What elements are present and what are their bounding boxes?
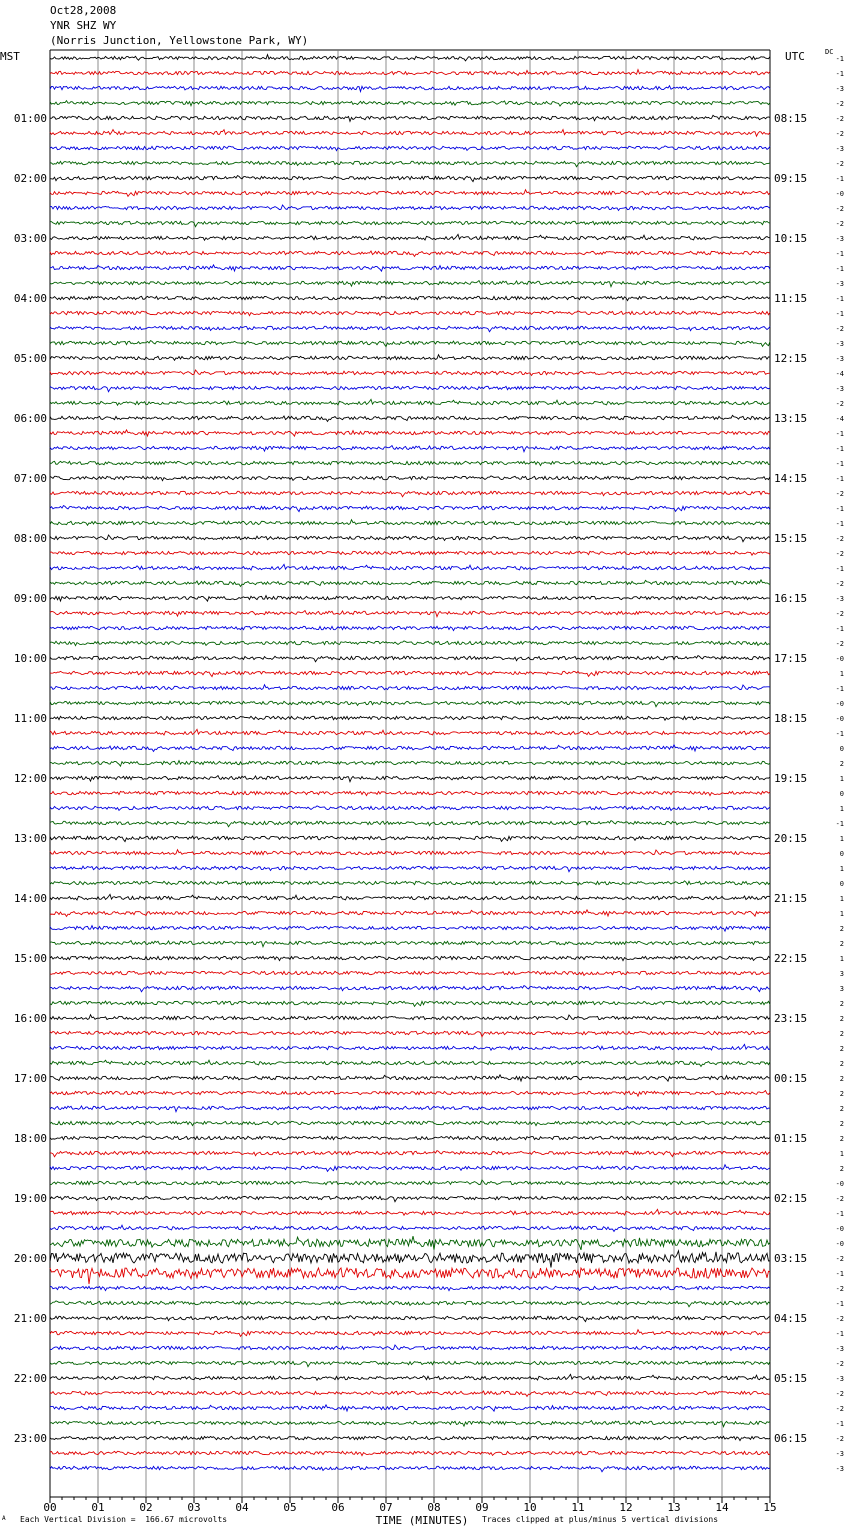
dc-offset-label: -3 — [835, 235, 844, 243]
seismic-trace — [50, 415, 770, 421]
seismic-trace — [50, 355, 770, 361]
seismic-trace — [50, 234, 770, 240]
seismic-trace — [50, 941, 770, 947]
seismic-trace — [50, 791, 770, 795]
dc-offset-label: -3 — [835, 1465, 844, 1473]
seismic-trace — [50, 1436, 770, 1440]
dc-offset-label: 0 — [839, 850, 844, 858]
seismic-trace — [50, 894, 770, 900]
dc-offset-label: -1 — [835, 625, 844, 633]
seismic-trace — [50, 370, 770, 375]
seismic-trace — [50, 1180, 770, 1185]
utc-hour-label: 06:15 — [774, 1432, 808, 1445]
dc-offset-label: -1 — [835, 265, 844, 273]
x-tick-label: 11 — [571, 1501, 585, 1514]
dc-offset-label: -2 — [835, 1360, 844, 1368]
dc-offset-label: 1 — [839, 865, 844, 873]
seismic-trace — [50, 1466, 770, 1471]
utc-hour-label: 00:15 — [774, 1072, 808, 1085]
mst-hour-label: 19:00 — [13, 1192, 47, 1205]
station-label: YNR SHZ WY — [50, 19, 117, 32]
seismic-trace — [50, 866, 770, 872]
seismic-trace — [50, 626, 770, 630]
dc-offset-label: -3 — [835, 595, 844, 603]
seismic-trace — [50, 1361, 770, 1366]
mst-hour-label: 18:00 — [13, 1132, 47, 1145]
mst-hour-label: 13:00 — [13, 832, 47, 845]
seismic-trace — [50, 1268, 770, 1284]
dc-offset-label: 0 — [839, 745, 844, 753]
seismic-trace — [50, 1374, 770, 1380]
x-tick-label: 06 — [331, 1501, 345, 1514]
mst-hour-label: 02:00 — [13, 172, 47, 185]
seismic-trace — [50, 580, 770, 587]
seismic-trace — [50, 776, 770, 782]
utc-hour-label: 03:15 — [774, 1252, 808, 1265]
dc-offset-label: -1 — [835, 730, 844, 738]
mst-hour-label: 17:00 — [13, 1072, 47, 1085]
x-tick-label: 01 — [91, 1501, 105, 1514]
seismic-trace — [50, 1031, 770, 1036]
dc-offset-label: 2 — [839, 940, 844, 948]
dc-offset-label: -1 — [835, 1420, 844, 1428]
dc-offset-label: -2 — [835, 1405, 844, 1413]
seismic-trace — [50, 926, 770, 932]
seismic-trace — [50, 729, 770, 735]
x-tick-label: 03 — [187, 1501, 201, 1514]
location-label: (Norris Junction, Yellowstone Park, WY) — [50, 34, 309, 47]
dc-offset-label: -1 — [835, 460, 844, 468]
dc-offset-label: -1 — [835, 475, 844, 483]
dc-offset-label: -1 — [835, 175, 844, 183]
scale-note: Each Vertical Division = 166.67 microvolts — [20, 1515, 228, 1524]
mst-hour-label: 11:00 — [13, 712, 47, 725]
seismic-trace — [50, 850, 770, 855]
seismic-trace — [50, 520, 770, 526]
seismic-trace — [50, 971, 770, 976]
utc-hour-label: 08:15 — [774, 112, 808, 125]
dc-label: DC — [825, 48, 834, 56]
dc-offset-label: -2 — [835, 1255, 844, 1263]
seismic-trace — [50, 685, 770, 690]
utc-hour-label: 15:15 — [774, 532, 808, 545]
dc-offset-label: 2 — [839, 760, 844, 768]
x-tick-label: 00 — [43, 1501, 57, 1514]
seismic-trace — [50, 130, 770, 137]
x-tick-label: 04 — [235, 1501, 249, 1514]
seismic-trace — [50, 205, 770, 210]
dc-offset-label: -3 — [835, 1375, 844, 1383]
x-tick-label: 09 — [475, 1501, 489, 1514]
x-tick-label: 12 — [619, 1501, 633, 1514]
utc-hour-label: 09:15 — [774, 172, 808, 185]
seismic-trace — [50, 1209, 770, 1215]
dc-offset-label: -0 — [835, 715, 844, 723]
x-tick-label: 07 — [379, 1501, 393, 1514]
dc-offset-label: 0 — [839, 790, 844, 798]
seismic-trace — [50, 176, 770, 182]
utc-hour-label: 10:15 — [774, 232, 808, 245]
x-tick-label: 05 — [283, 1501, 297, 1514]
dc-offset-label: -1 — [835, 820, 844, 828]
dc-offset-label: 2 — [839, 1090, 844, 1098]
mst-hour-label: 06:00 — [13, 412, 47, 425]
seismic-trace — [50, 745, 770, 752]
dc-offset-label: -0 — [835, 1180, 844, 1188]
seismic-trace — [50, 341, 770, 347]
seismic-trace — [50, 806, 770, 811]
utc-hour-label: 01:15 — [774, 1132, 808, 1145]
dc-offset-label: -2 — [835, 205, 844, 213]
dc-offset-label: -1 — [835, 1300, 844, 1308]
mst-hour-label: 10:00 — [13, 652, 47, 665]
utc-hour-label: 20:15 — [774, 832, 808, 845]
mst-hour-label: 09:00 — [13, 592, 47, 605]
dc-offset-label: -0 — [835, 1240, 844, 1248]
seismic-trace — [50, 1301, 770, 1307]
seismic-trace — [50, 1121, 770, 1125]
utc-hour-label: 21:15 — [774, 892, 808, 905]
x-tick-label: 15 — [763, 1501, 777, 1514]
x-tick-label: 08 — [427, 1501, 441, 1514]
seismic-trace — [50, 446, 770, 452]
seismic-trace — [50, 461, 770, 465]
seismic-trace — [50, 86, 770, 92]
dc-offset-label: 1 — [839, 895, 844, 903]
seismic-trace — [50, 70, 770, 76]
seismic-trace — [50, 564, 770, 570]
dc-offset-label: 2 — [839, 1135, 844, 1143]
mst-hour-label: 21:00 — [13, 1312, 47, 1325]
dc-offset-label: -3 — [835, 145, 844, 153]
seismic-trace — [50, 476, 770, 481]
dc-offset-label: -2 — [835, 610, 844, 618]
dc-offset-label: 2 — [839, 1015, 844, 1023]
mst-hour-label: 16:00 — [13, 1012, 47, 1025]
seismic-trace — [50, 296, 770, 300]
seismic-trace — [50, 1451, 770, 1456]
seismic-trace — [50, 1421, 770, 1427]
mst-hour-label: 12:00 — [13, 772, 47, 785]
dc-offset-label: 1 — [839, 910, 844, 918]
dc-offset-label: -2 — [835, 100, 844, 108]
seismic-trace — [50, 55, 770, 61]
seismic-trace — [50, 265, 770, 271]
dc-offset-label: -2 — [835, 1315, 844, 1323]
dc-offset-label: -1 — [835, 565, 844, 573]
seismic-trace — [50, 1251, 770, 1268]
dc-offset-label: 1 — [839, 1150, 844, 1158]
utc-hour-label: 12:15 — [774, 352, 808, 365]
dc-offset-label: 3 — [839, 970, 844, 978]
dc-offset-label: -2 — [835, 325, 844, 333]
dc-offset-label: -4 — [835, 415, 844, 423]
dc-offset-label: -2 — [835, 1195, 844, 1203]
seismic-trace — [50, 956, 770, 960]
seismic-trace — [50, 1196, 770, 1201]
dc-offset-label: -1 — [835, 445, 844, 453]
seismic-trace — [50, 161, 770, 166]
seismic-trace — [50, 1165, 770, 1172]
mst-hour-label: 14:00 — [13, 892, 47, 905]
seismic-trace — [50, 836, 770, 841]
dc-offset-label: 1 — [839, 775, 844, 783]
seismic-trace — [50, 1091, 770, 1097]
dc-offset-label: -1 — [835, 295, 844, 303]
dc-offset-label: -0 — [835, 1225, 844, 1233]
dc-offset-label: -2 — [835, 115, 844, 123]
dc-offset-label: -1 — [835, 250, 844, 258]
dc-offset-label: -1 — [835, 685, 844, 693]
dc-offset-label: 3 — [839, 985, 844, 993]
right-zone-label: UTC — [785, 50, 805, 63]
dc-offset-label: 2 — [839, 1030, 844, 1038]
seismic-trace — [50, 1106, 770, 1112]
seismic-trace — [50, 551, 770, 555]
seismic-trace — [50, 221, 770, 226]
x-tick-label: 10 — [523, 1501, 537, 1514]
dc-offset-label: -3 — [835, 280, 844, 288]
seismic-trace — [50, 311, 770, 316]
dc-offset-label: -0 — [835, 190, 844, 198]
x-tick-label: 14 — [715, 1501, 729, 1514]
x-tick-label: 02 — [139, 1501, 153, 1514]
seismic-trace — [50, 986, 770, 992]
seismic-trace — [50, 251, 770, 256]
mst-hour-label: 08:00 — [13, 532, 47, 545]
seismic-trace — [50, 716, 770, 720]
dc-offset-label: 2 — [839, 1120, 844, 1128]
dc-offset-label: 2 — [839, 1000, 844, 1008]
seismic-trace — [50, 535, 770, 542]
utc-hour-label: 16:15 — [774, 592, 808, 605]
dc-offset-label: 2 — [839, 1105, 844, 1113]
seismic-trace — [50, 1345, 770, 1350]
seismic-trace — [50, 1225, 770, 1231]
dc-offset-label: 2 — [839, 1075, 844, 1083]
dc-offset-label: 1 — [839, 955, 844, 963]
utc-hour-label: 17:15 — [774, 652, 808, 665]
seismic-trace — [50, 656, 770, 662]
mst-hour-label: 04:00 — [13, 292, 47, 305]
utc-hour-label: 11:15 — [774, 292, 808, 305]
utc-hour-label: 18:15 — [774, 712, 808, 725]
dc-offset-label: 2 — [839, 925, 844, 933]
seismic-trace — [50, 1316, 770, 1322]
utc-hour-label: 19:15 — [774, 772, 808, 785]
dc-offset-label: 2 — [839, 1060, 844, 1068]
dc-offset-label: -1 — [835, 1210, 844, 1218]
seismic-trace — [50, 399, 770, 405]
seismic-trace — [50, 491, 770, 496]
seismic-trace — [50, 281, 770, 287]
dc-offset-label: -0 — [835, 655, 844, 663]
mst-hour-label: 07:00 — [13, 472, 47, 485]
x-axis-label: TIME (MINUTES) — [375, 1514, 469, 1527]
dc-offset-label: -1 — [835, 1330, 844, 1338]
mst-hour-label: 22:00 — [13, 1372, 47, 1385]
seismic-trace — [50, 701, 770, 707]
x-tick-label: 13 — [667, 1501, 681, 1514]
utc-hour-label: 14:15 — [774, 472, 808, 485]
dc-offset-label: -3 — [835, 355, 844, 363]
seismic-trace — [50, 641, 770, 646]
dc-offset-label: -2 — [835, 580, 844, 588]
dc-offset-label: -1 — [835, 1270, 844, 1278]
seismic-trace — [50, 506, 770, 512]
dc-offset-label: 1 — [839, 835, 844, 843]
dc-offset-label: -2 — [835, 1390, 844, 1398]
seismic-trace — [50, 101, 770, 106]
dc-offset-label: -3 — [835, 385, 844, 393]
seismic-trace — [50, 1075, 770, 1081]
mst-hour-label: 15:00 — [13, 952, 47, 965]
dc-offset-label: 0 — [839, 880, 844, 888]
mst-hour-label: 01:00 — [13, 112, 47, 125]
seismic-trace — [50, 1391, 770, 1396]
date-label: Oct28,2008 — [50, 4, 117, 17]
utc-hour-label: 22:15 — [774, 952, 808, 965]
dc-offset-label: -2 — [835, 535, 844, 543]
dc-offset-label: -2 — [835, 490, 844, 498]
utc-hour-label: 23:15 — [774, 1012, 808, 1025]
dc-offset-label: -2 — [835, 640, 844, 648]
seismic-trace — [50, 611, 770, 617]
seismic-trace — [50, 761, 770, 766]
seismic-trace — [50, 1001, 770, 1006]
dc-offset-label: -3 — [835, 340, 844, 348]
utc-hour-label: 04:15 — [774, 1312, 808, 1325]
dc-offset-label: -2 — [835, 1285, 844, 1293]
dc-offset-label: -1 — [835, 55, 844, 63]
seismic-trace — [50, 1136, 770, 1141]
dc-offset-label: -1 — [835, 520, 844, 528]
seismic-trace — [50, 1405, 770, 1411]
mst-hour-label: 05:00 — [13, 352, 47, 365]
dc-offset-label: -1 — [835, 70, 844, 78]
seismic-trace — [50, 115, 770, 121]
dc-offset-label: -2 — [835, 400, 844, 408]
seismic-trace — [50, 596, 770, 601]
utc-hour-label: 05:15 — [774, 1372, 808, 1385]
corner-mark: A — [2, 1515, 6, 1522]
dc-offset-label: -0 — [835, 700, 844, 708]
dc-offset-label: -2 — [835, 550, 844, 558]
dc-offset-label: 1 — [839, 805, 844, 813]
clip-note: Traces clipped at plus/minus 5 vertical divisions — [482, 1515, 719, 1524]
utc-hour-label: 13:15 — [774, 412, 808, 425]
seismic-trace — [50, 1060, 770, 1066]
dc-offset-label: 1 — [839, 670, 844, 678]
seismic-trace — [50, 430, 770, 436]
dc-offset-label: -2 — [835, 1435, 844, 1443]
seismic-trace — [50, 671, 770, 676]
dc-offset-label: -1 — [835, 430, 844, 438]
dc-offset-label: -4 — [835, 370, 844, 378]
seismic-trace — [50, 1151, 770, 1157]
dc-offset-label: -3 — [835, 1345, 844, 1353]
seismic-trace — [50, 910, 770, 917]
seismic-trace — [50, 1044, 770, 1050]
dc-offset-label: -2 — [835, 130, 844, 138]
seismic-trace — [50, 190, 770, 197]
seismic-trace — [50, 1015, 770, 1020]
seismic-trace — [50, 146, 770, 151]
seismic-trace — [50, 1286, 770, 1290]
left-zone-label: MST — [0, 50, 20, 63]
seismic-trace — [50, 881, 770, 885]
seismic-trace — [50, 1330, 770, 1337]
dc-offset-label: -1 — [835, 505, 844, 513]
mst-hour-label: 03:00 — [13, 232, 47, 245]
seismic-trace — [50, 821, 770, 827]
dc-offset-label: -2 — [835, 160, 844, 168]
mst-hour-label: 20:00 — [13, 1252, 47, 1265]
mst-hour-label: 23:00 — [13, 1432, 47, 1445]
dc-offset-label: 2 — [839, 1045, 844, 1053]
seismic-trace — [50, 1236, 770, 1250]
dc-offset-label: -3 — [835, 1450, 844, 1458]
dc-offset-label: -3 — [835, 85, 844, 93]
seismic-trace — [50, 326, 770, 331]
dc-offset-label: 2 — [839, 1165, 844, 1173]
dc-offset-label: -2 — [835, 220, 844, 228]
seismic-trace — [50, 386, 770, 391]
utc-hour-label: 02:15 — [774, 1192, 808, 1205]
dc-offset-label: -1 — [835, 310, 844, 318]
